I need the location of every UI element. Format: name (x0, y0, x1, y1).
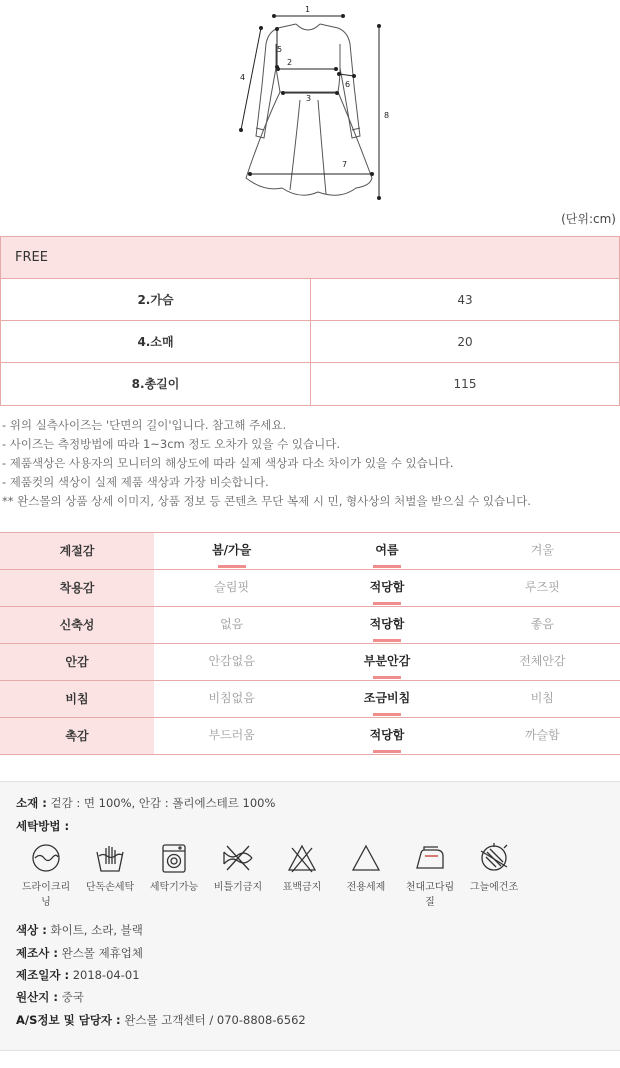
origin-label: 원산지 : (16, 990, 58, 1004)
size-row-value: 115 (453, 377, 477, 391)
wash-label: 천대고다림질 (405, 882, 455, 908)
feel-option: 부드러움 (208, 728, 255, 742)
feel-option: 비침 (530, 691, 554, 705)
as-label: A/S정보 및 담당자 : (16, 1013, 121, 1027)
as-line (16, 1012, 306, 1028)
size-row-value: 20 (457, 335, 473, 349)
diagram-label-8: 8 (384, 111, 390, 120)
feel-option: 좋음 (530, 617, 554, 631)
wash-label: 드라이크리닝 (21, 882, 71, 908)
feel-option-selected: 조금비침 (309, 681, 464, 717)
feel-option-selected: 여름 (309, 533, 464, 569)
feel-table (0, 532, 620, 755)
feel-row (0, 607, 620, 644)
washing-machine-icon (158, 842, 190, 874)
color-label: 색상 : (16, 923, 47, 937)
diagram-label-5: 5 (277, 45, 283, 54)
diagram-label-7: 7 (342, 160, 348, 169)
notes (2, 416, 618, 511)
size-table (0, 236, 620, 406)
note-line: - 제품색상은 사용자의 모니터의 해상도에 따라 실제 색상과 다소 차이가 있을 수 있습니다. (2, 456, 454, 470)
wash-label: 비틀기금지 (213, 882, 263, 893)
feel-row (0, 644, 620, 681)
feel-row-label: 착용감 (0, 570, 154, 606)
wash-item (14, 842, 78, 910)
shade-dry-icon (478, 842, 510, 874)
diagram-label-1: 1 (305, 5, 311, 14)
origin-value: 중국 (61, 990, 84, 1004)
size-row (1, 321, 619, 363)
feel-option: 전체안감 (519, 654, 566, 668)
note-line: - 사이즈는 측정방법에 따라 1~3cm 정도 오차가 있을 수 있습니다. (2, 437, 341, 451)
wash-label: 전용세제 (346, 882, 386, 893)
wash-item (270, 842, 334, 910)
feel-option: 안감없음 (208, 654, 255, 668)
note-line: ** 완스몰의 상품 상세 이미지, 상품 정보 등 콘텐츠 무단 복제 시 민, 형사상의 처벌을 받으실 수 있습니다. (2, 494, 531, 508)
wash-item (78, 842, 142, 910)
date-line (16, 967, 140, 983)
no-bleach-icon (286, 842, 318, 874)
wash-method-label: 세탁방법 : (16, 819, 70, 833)
wash-item (398, 842, 462, 910)
material-label: 소재 : (16, 796, 47, 810)
feel-option-selected: 적당함 (309, 607, 464, 643)
feel-option: 까슬함 (524, 728, 560, 742)
feel-option-selected: 부분안감 (309, 644, 464, 680)
material-value: 겉감 : 면 100%, 안감 : 폴리에스테르 100% (50, 796, 276, 810)
feel-option-selected: 적당함 (309, 718, 464, 754)
maker-value: 완스몰 제휴업체 (61, 946, 144, 960)
no-wring-icon (222, 842, 254, 874)
feel-option: 루즈핏 (524, 580, 560, 594)
wash-label: 그늘에건조 (469, 882, 519, 893)
wash-label: 세탁기가능 (149, 882, 199, 893)
unit-label: (단위:cm) (561, 212, 616, 226)
diagram-label-2: 2 (287, 58, 293, 67)
size-row-label: 8.총길이 (1, 363, 311, 405)
feel-row-label: 촉감 (0, 718, 154, 754)
dry-clean-icon (30, 842, 62, 874)
size-row-value: 43 (457, 293, 473, 307)
date-label: 제조일자 : (16, 968, 70, 982)
feel-row (0, 533, 620, 570)
material-line (16, 795, 275, 811)
size-row-label: 4.소매 (1, 321, 311, 362)
wash-item (462, 842, 526, 910)
color-value: 화이트, 소라, 블랙 (50, 923, 143, 937)
diagram-label-4: 4 (240, 73, 246, 82)
as-value: 완스몰 고객센터 / 070-8808-6562 (124, 1013, 306, 1027)
feel-row (0, 718, 620, 755)
feel-row (0, 570, 620, 607)
wash-item (206, 842, 270, 910)
diagram-label-6: 6 (345, 80, 351, 89)
wash-method-line (16, 818, 69, 834)
color-line (16, 922, 143, 938)
feel-row-label: 안감 (0, 644, 154, 680)
feel-option: 겨울 (530, 543, 554, 557)
wash-item (142, 842, 206, 910)
feel-option: 없음 (220, 617, 244, 631)
feel-row-label: 신축성 (0, 607, 154, 643)
diagram-label-3: 3 (306, 94, 312, 103)
note-line: - 제품컷의 색상이 실제 제품 색상과 가장 비슷합니다. (2, 475, 269, 489)
hand-wash-icon (94, 842, 126, 874)
feel-row (0, 681, 620, 718)
product-info (0, 781, 620, 1051)
wash-label: 표백금지 (282, 882, 322, 893)
detergent-icon (350, 842, 382, 874)
size-row-label: 2.가슴 (1, 279, 311, 320)
origin-line (16, 989, 84, 1005)
size-header: FREE (1, 237, 619, 279)
feel-option-selected: 봄/가을 (154, 533, 309, 569)
note-line: - 위의 실측사이즈는 '단면의 길이'입니다. 참고해 주세요. (2, 418, 287, 432)
date-value: 2018-04-01 (72, 968, 140, 982)
maker-line (16, 945, 143, 961)
feel-option: 슬림핏 (214, 580, 250, 594)
maker-label: 제조사 : (16, 946, 58, 960)
wash-item (334, 842, 398, 910)
size-row (1, 279, 619, 321)
low-iron-icon (414, 842, 446, 874)
feel-option-selected: 적당함 (309, 570, 464, 606)
wash-icons (14, 842, 526, 910)
feel-row-label: 비침 (0, 681, 154, 717)
measurement-diagram (0, 0, 620, 232)
size-row (1, 363, 619, 405)
feel-option: 비침없음 (208, 691, 255, 705)
feel-row-label: 계절감 (0, 533, 154, 569)
wash-label: 단독손세탁 (85, 882, 135, 893)
